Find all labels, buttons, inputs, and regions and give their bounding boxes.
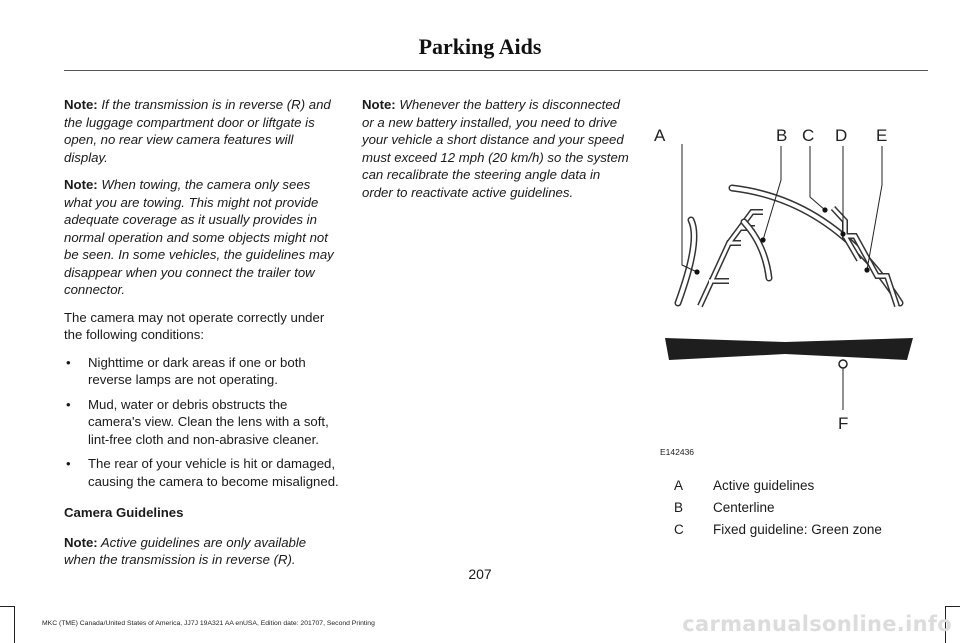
label-c: C	[802, 126, 815, 145]
header-rule	[64, 70, 928, 71]
label-e: E	[876, 126, 888, 145]
list-item: • The rear of your vehicle is hit or damaged, causing the camera to become misaligned.	[66, 456, 339, 489]
centerline	[744, 222, 769, 278]
crop-mark	[946, 606, 960, 607]
conditions-intro: The camera may not operate correctly under the following conditions:	[64, 309, 325, 342]
fixed-guideline-left	[700, 212, 763, 306]
label-d: D	[835, 126, 848, 145]
page-title: Parking Aids	[418, 34, 542, 59]
middle-column	[362, 96, 634, 211]
label-f: F	[838, 414, 849, 433]
table-row: C Fixed guideline: Green zone	[674, 521, 882, 537]
list-item: • Mud, water or debris obstructs the camera's view. Clean the lens with a soft, lint-free cloth and non-abrasive cleaner.	[66, 396, 329, 447]
conditions-list	[64, 354, 339, 491]
page-number: 207	[468, 566, 492, 582]
label-b: B	[776, 126, 788, 145]
note-battery: Note: Whenever the battery is disconnected or a new battery installed, you need to drive your vehicle a short distance and your speed must exceed 12 mph (20 km/h) so the system can recalibrate the steering angle data in order to reactivate active guidelines.	[362, 97, 629, 200]
rear-bumper	[665, 338, 913, 360]
section-heading: Camera Guidelines	[64, 505, 184, 520]
camera-guidelines-diagram	[645, 110, 930, 465]
note-towing: Note: When towing, the camera only sees what you are towing. This might not provide adequate coverage as it usually provides in normal operation and some objects might not be seen. In some vehicles, the guidelines may disappear when you connect the trailer tow connector.	[64, 177, 334, 297]
note-transmission: Note: If the transmission is in reverse (R) and the luggage compartment door or liftgate is open, no rear view camera features will display.	[64, 97, 331, 165]
watermark: carmanualsonline.info	[682, 612, 952, 636]
left-column	[64, 96, 339, 579]
camera-point	[839, 360, 847, 368]
table-row: B Centerline	[674, 499, 775, 515]
legend-table	[674, 474, 882, 540]
table-row: A Active guidelines	[674, 477, 815, 493]
list-item: • Nighttime or dark areas if one or both reverse lamps are not operating.	[66, 354, 306, 387]
label-a: A	[654, 126, 666, 145]
footer-edition: MKC (TME) Canada/United States of America, JJ7J 19A321 AA enUSA, Edition date: 201707, Second Printing	[42, 620, 375, 627]
figure-code: E142436	[660, 447, 695, 457]
crop-mark	[0, 606, 14, 607]
note-active-guidelines: Note: Active guidelines are only available when the transmission is in reverse (R).	[64, 534, 307, 567]
crop-mark	[14, 606, 15, 643]
